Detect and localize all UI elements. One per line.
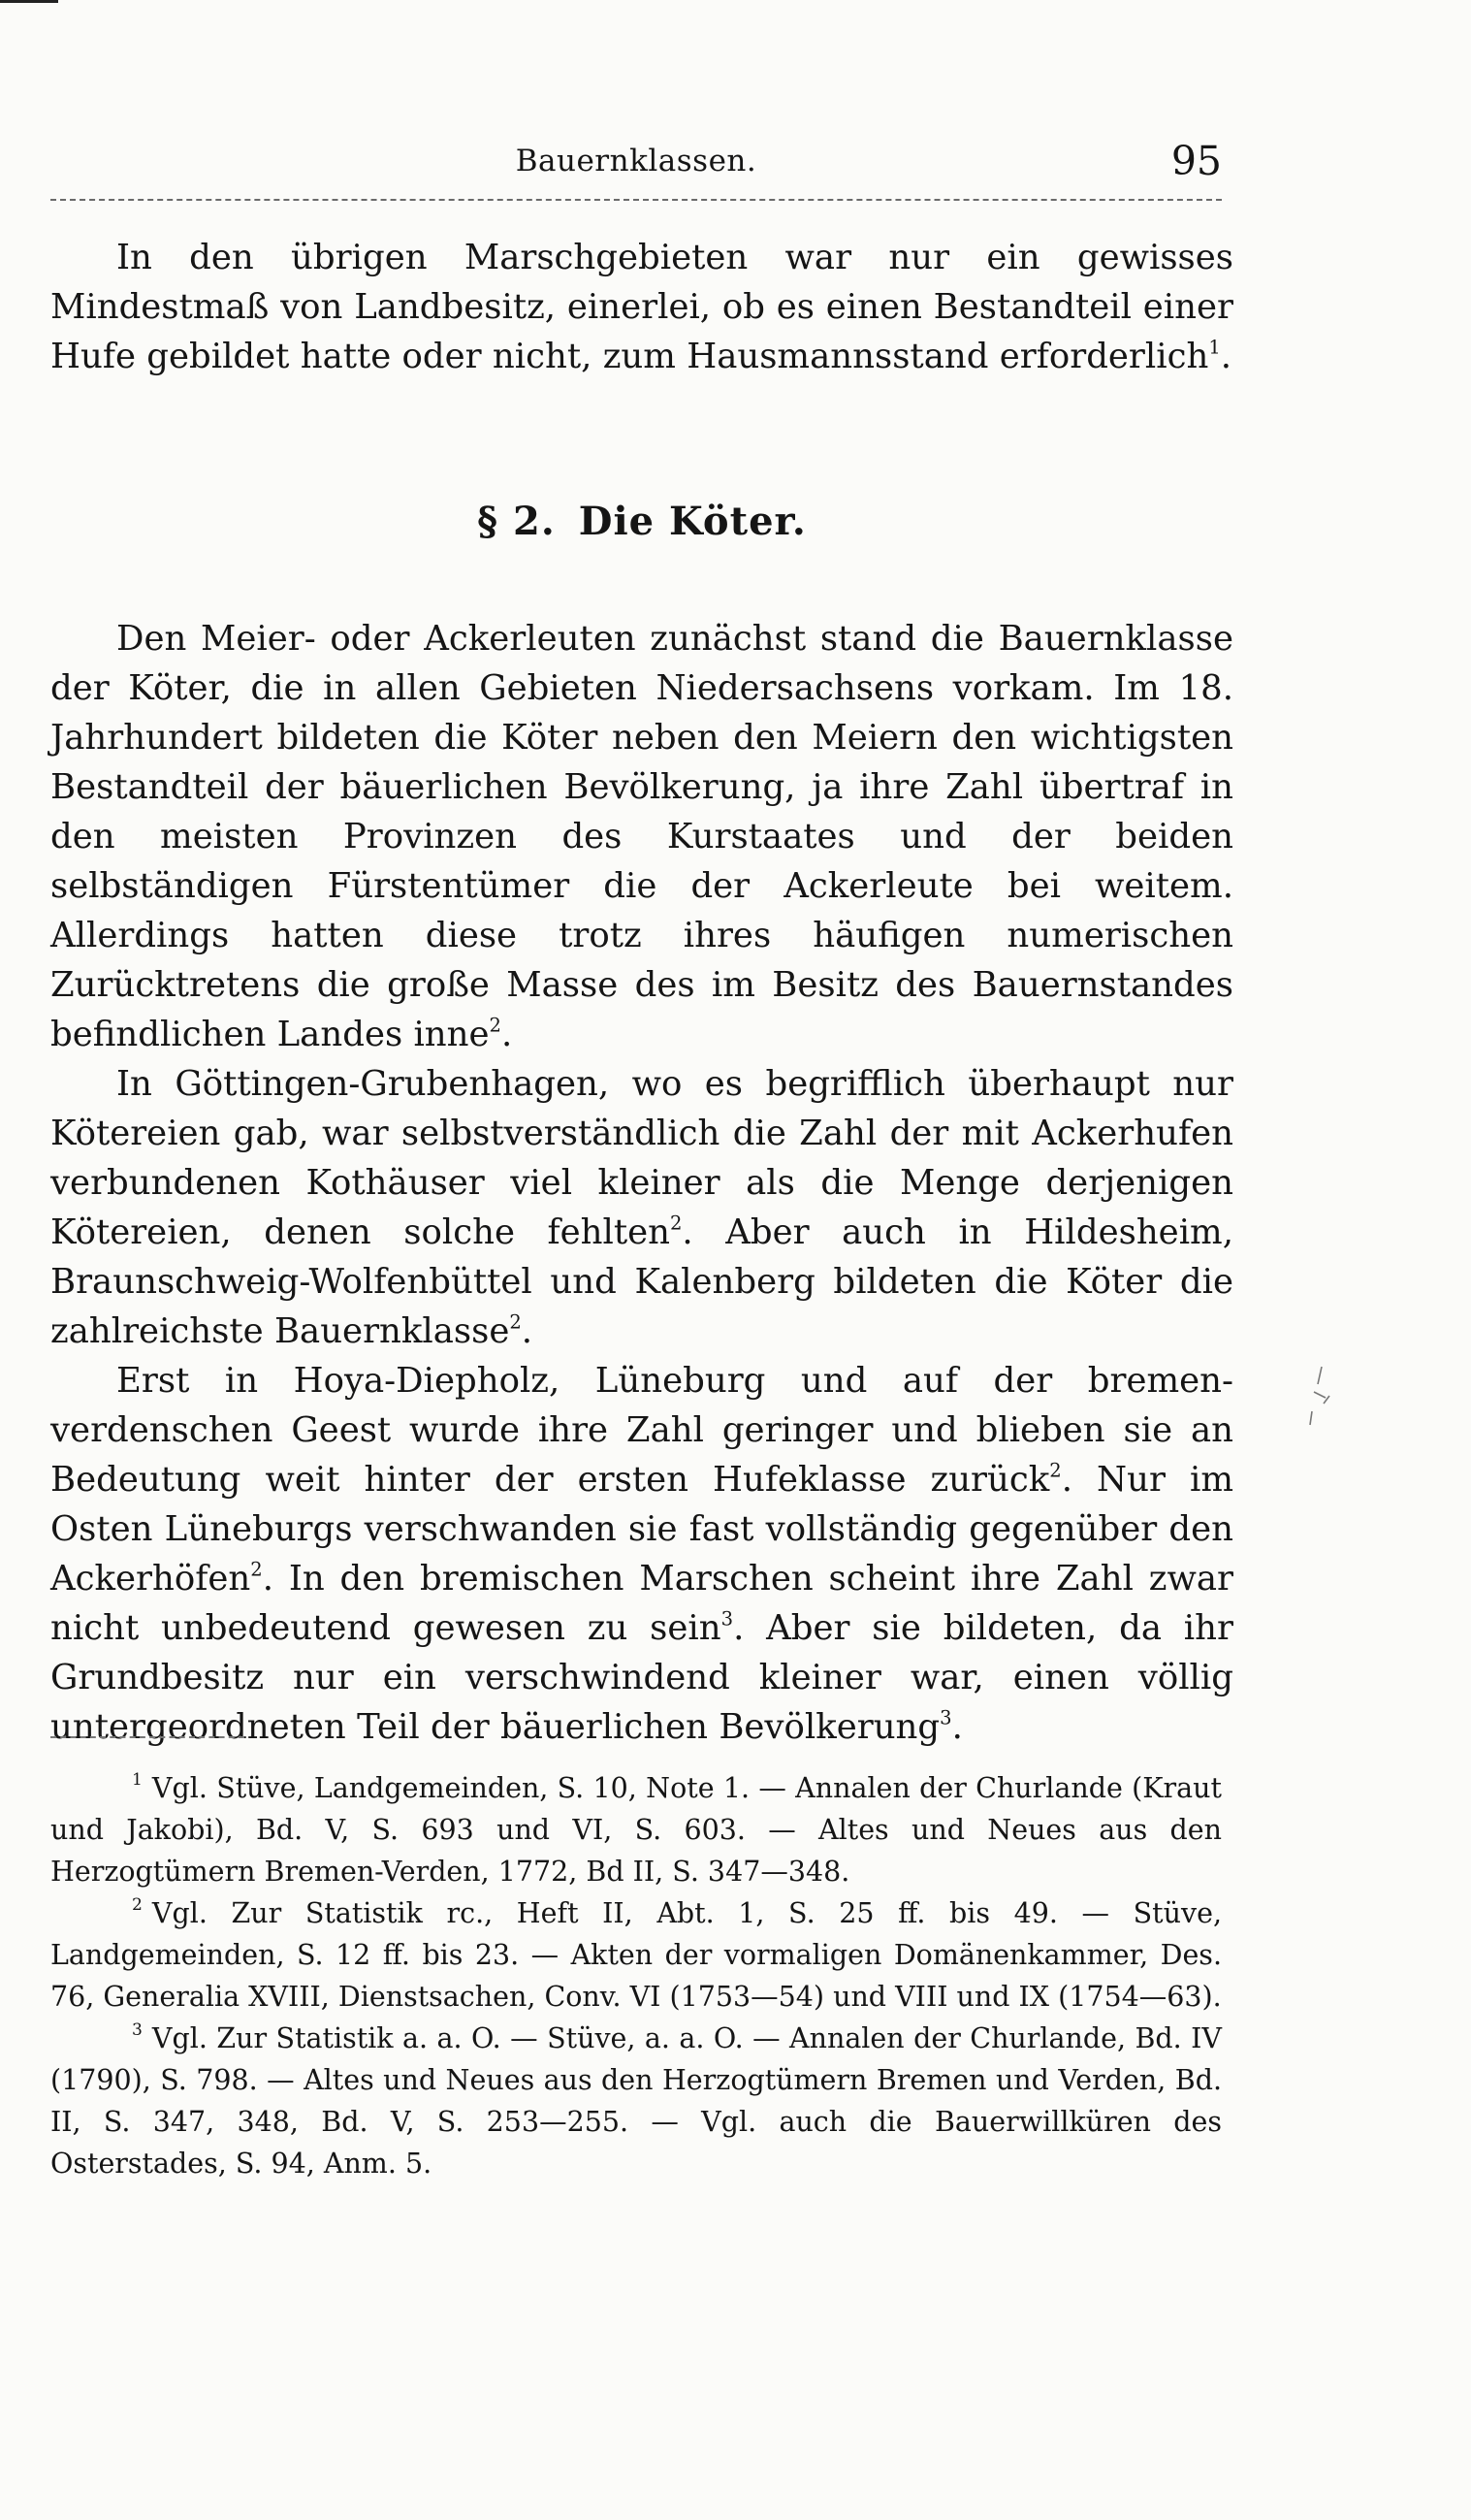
- sentence-end: .: [521, 1311, 533, 1351]
- section-heading: [50, 498, 1233, 546]
- footnote-text: Vgl. Stüve, Landgemeinden, S. 10, Note 1. — Annalen der Churlande (Kraut und Jakobi), Bd. V, S. 693 und VI, S. 603. — Altes und Neues aus den Herzogtümern Bremen-Verden, 1772, Bd II, S. 347—348.: [50, 1772, 1222, 1888]
- footnote-mark: 3: [132, 2020, 143, 2041]
- paragraph-koeter-2: [50, 1059, 1233, 1356]
- paragraph-text: . In den bremischen Marschen scheint ihre Zahl zwar nicht unbedeutend gewesen zu sein: [50, 1559, 1233, 1648]
- body-text: [50, 233, 1233, 1752]
- footnote-ref: 2: [489, 1014, 501, 1037]
- paragraph-text: . Aber auch in Hildesheim, Braunschweig-Wolfenbüttel und Kalenberg bildeten die Köter die zahlreichste Bauernklasse: [50, 1212, 1233, 1351]
- footnote: [50, 2018, 1222, 2184]
- footnote-ref: 2: [509, 1310, 522, 1334]
- footnote-ref: 3: [940, 1706, 952, 1729]
- footnote: [50, 1892, 1222, 2018]
- footnote-ref: 1: [1208, 336, 1221, 359]
- sentence-end: .: [500, 1015, 513, 1054]
- footnote-mark: 2: [132, 1895, 143, 1916]
- footnotes: [50, 1767, 1222, 2184]
- header-rule: [50, 199, 1222, 201]
- sentence-end: .: [1220, 337, 1232, 376]
- section-title: Die Köter.: [578, 499, 807, 544]
- paragraph-text: Den Meier- oder Ackerleuten zunächst stand die Bauernklasse der Köter, die in allen Gebieten Niedersachsens vorkam. Im 18. Jahrhundert bildeten die Köter neben den Meiern den wichtigsten Bestandteil der bäuerlichen Bevölkerung, ja ihre Zahl übertraf in den meisten Provinzen des Kurstaates und der beiden selbständigen Fürstentümer die der Ackerleute bei weitem. Allerdings hatten diese trotz ihres häufigen numerischen Zurücktretens die große Masse des im Besitz des Bauernstandes befindlichen Landes inne: [50, 619, 1233, 1054]
- paragraph-text: In den übrigen Marschgebieten war nur ein gewisses Mindestmaß von Landbesitz, einerlei, ob es einen Bestandteil einer Hufe gebildet hatte oder nicht, zum Hausmannsstand erforderlich: [50, 238, 1233, 376]
- section-number: § 2.: [477, 499, 556, 544]
- footnote-rule: [50, 1736, 244, 1738]
- footnote-ref: 2: [250, 1558, 263, 1581]
- footnote-text: Vgl. Zur Statistik rc., Heft II, Abt. 1, S. 25 ff. bis 49. — Stüve, Landgemeinden, S. 12 ff. bis 23. — Akten der vormaligen Domänenkammer, Des. 76, Generalia XVIII, Dienstsachen, Conv. VI (1753—54) und VIII und IX (1754—63).: [50, 1897, 1222, 2013]
- running-head: [50, 138, 1222, 202]
- intro-paragraph: [50, 233, 1233, 381]
- paragraph-text: In Göttingen-Grubenhagen, wo es begrifflich überhaupt nur Kötereien gab, war selbstverständlich die Zahl der mit Ackerhufen verbundenen Kothäuser viel kleiner als die Menge derjenigen Kötereien, denen solche fehlten: [50, 1064, 1233, 1252]
- page-number: 95: [1170, 138, 1222, 184]
- sentence-end: .: [951, 1707, 963, 1747]
- paragraph-text: . Nur im Osten Lüneburgs verschwanden sie fast vollständig gegenüber den Ackerhöfen: [50, 1460, 1233, 1599]
- footnote-mark: 1: [132, 1770, 143, 1791]
- footnote-ref: 2: [1049, 1459, 1062, 1482]
- running-title: Bauernklassen.: [515, 144, 757, 178]
- scan-edge-mark: [0, 0, 58, 3]
- margin-pencil-mark: [1304, 1363, 1343, 1440]
- footnote-ref: 2: [670, 1212, 683, 1235]
- paragraph-text: . Aber sie bildeten, da ihr Grundbesitz nur ein verschwindend kleiner war, einen völlig untergeordneten Teil der bäuerlichen Bevölkerung: [50, 1608, 1233, 1747]
- paragraph-koeter-1: [50, 614, 1233, 1059]
- footnote-ref: 3: [720, 1607, 734, 1631]
- paragraph-text: Erst in Hoya-Diepholz, Lüneburg und auf der bremen-verdenschen Geest wurde ihre Zahl geringer und blieben sie an Bedeutung weit hinter der ersten Hufeklasse zurück: [50, 1361, 1233, 1500]
- paragraph-koeter-3: [50, 1356, 1233, 1752]
- footnote: [50, 1767, 1222, 1892]
- footnote-text: Vgl. Zur Statistik a. a. O. — Stüve, a. a. O. — Annalen der Churlande, Bd. IV (1790), S. 798. — Altes und Neues aus den Herzogtümern Bremen und Verden, Bd. II, S. 347, 348, Bd. V, S. 253—255. — Vgl. auch die Bauerwillküren des Osterstades, S. 94, Anm. 5.: [50, 2022, 1222, 2180]
